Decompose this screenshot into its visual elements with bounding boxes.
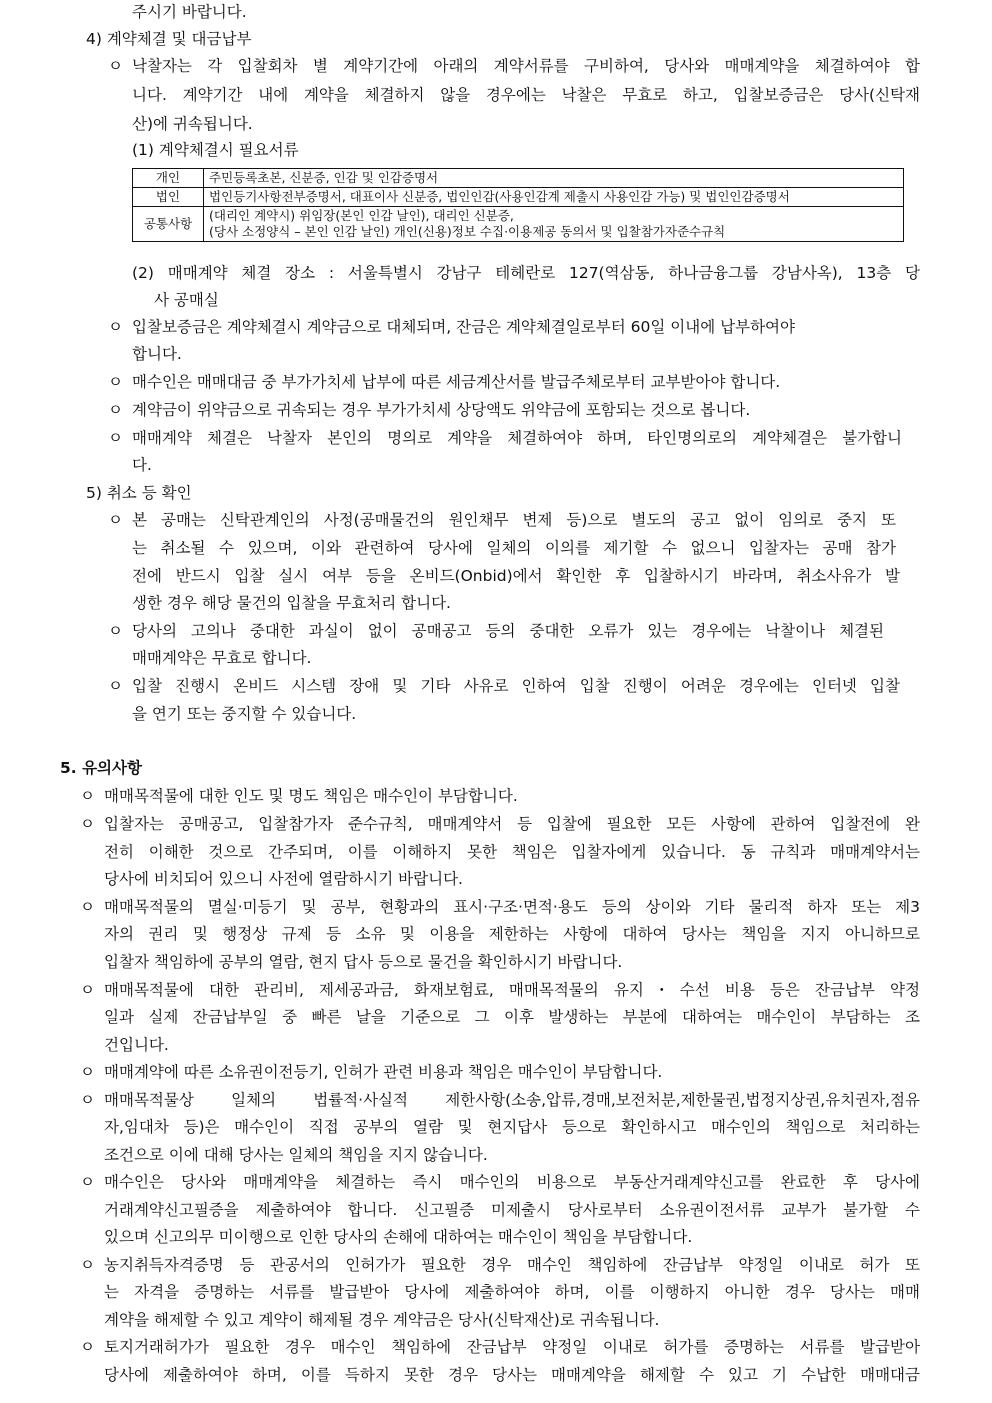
paragraph-line: 전에 반드시 입찰 실시 여부 등을 온비드(Onbid)에서 확인한 후 입찰하시기 바라며, 취소사유가 발 — [132, 567, 900, 585]
bullet-mark: ㅇ — [108, 373, 123, 391]
paragraph-line: (2) 매매계약 체결 장소 : 서울특별시 강남구 테헤란로 127(역삼동, 하나금융그룹 강남사옥), 13층 당 — [132, 264, 920, 282]
paragraph-line: 당사의 고의나 중대한 과실이 없이 공매공고 등의 중대한 오류가 있는 경우에는 낙찰이나 체결된 — [132, 622, 884, 640]
section-heading: 5) 취소 등 확인 — [86, 484, 192, 502]
paragraph-line: 조건으로 이에 대해 당사는 일체의 책임을 지지 않습니다. — [104, 1146, 488, 1164]
table-value-cell — [204, 207, 904, 242]
paragraph-line: 당사에 비치되어 있으니 사전에 열람하시기 바랍니다. — [104, 870, 463, 888]
paragraph-line: 전히 이해한 것으로 간주되며, 이를 이해하지 못한 책임은 입찰자에게 있습니다. 동 규칙과 매매계약서는 — [104, 843, 920, 861]
continuation-text: 주시기 바랍니다. — [132, 3, 247, 21]
paragraph-line: 매매계약 체결은 낙찰자 본인의 명의로 계약을 체결하여야 하며, 타인명의로의 계약체결은 불가합니 — [132, 429, 902, 447]
paragraph-line: 거래계약신고필증을 제출하여야 합니다. 신고필증 미제출시 당사로부터 소유권이전서류 교부가 불가할 수 — [104, 1201, 920, 1219]
paragraph-line: 일과 실제 잔금납부일 중 빠른 날을 기준으로 그 이후 발생하는 부분에 대하여는 매수인이 부담하는 조 — [104, 1008, 920, 1026]
paragraph-line: 사 공매실 — [154, 291, 219, 309]
table-row — [133, 188, 904, 207]
bullet-mark: ㅇ — [80, 1256, 95, 1274]
paragraph-line: 자,임대차 등)은 매수인이 직접 공부의 열람 및 현지답사 등으로 확인하시고 매수인의 책임으로 처리하는 — [104, 1118, 920, 1136]
paragraph-line: 매매계약에 따른 소유권이전등기, 인허가 관련 비용과 책임은 매수인이 부담합니다. — [104, 1063, 663, 1081]
table-row — [133, 169, 904, 188]
section-heading: 5. 유의사항 — [60, 759, 142, 777]
paragraph-line: 농지취득자격증명 등 관공서의 인허가가 필요한 경우 매수인 책임하에 잔금납부 약정일 이내로 허가 또 — [104, 1256, 920, 1274]
paragraph-line: 매수인은 매매대금 중 부가가치세 납부에 따른 세금계산서를 발급주체로부터 교부받아야 합니다. — [132, 373, 781, 391]
table-key-cell: 개인 — [133, 169, 204, 188]
bullet-mark: ㅇ — [108, 511, 123, 529]
paragraph-line: 니다. 계약기간 내에 계약을 체결하지 않을 경우에는 낙찰은 무효로 하고, 입찰보증금은 당사(신탁재 — [132, 86, 920, 104]
paragraph-line: 입찰 진행시 온비드 시스템 장애 및 기타 사유로 인하여 입찰 진행이 어려운 경우에는 인터넷 입찰 — [132, 677, 900, 695]
bullet-mark: ㅇ — [108, 429, 123, 447]
paragraph-line: 는 취소될 수 있으며, 이와 관련하여 당사에 일체의 이의를 제기할 수 없으니 입찰자는 공매 참가 — [132, 539, 896, 557]
paragraph-line: 을 연기 또는 중지할 수 있습니다. — [132, 705, 357, 723]
bullet-mark: ㅇ — [108, 677, 123, 695]
paragraph-line: 산)에 귀속됩니다. — [132, 115, 253, 133]
paragraph-line: 본 공매는 신탁관계인의 사정(공매물건의 원인채무 변제 등)으로 별도의 공고 없이 임의로 중지 또 — [132, 511, 896, 529]
bullet-mark: ㅇ — [80, 1173, 95, 1191]
bullet-mark: ㅇ — [80, 1091, 95, 1109]
table-value-cell: 법인등기사항전부증명서, 대표이사 신분증, 법인인감(사용인감계 제출시 사용인감 가능) 및 법인인감증명서 — [204, 188, 904, 207]
paragraph-line: 당사에 제출하여야 하며, 이를 득하지 못한 경우 당사는 매매계약을 해제할 수 있고 기 수납한 매매대금 — [104, 1366, 920, 1384]
paragraph-line: 계약금이 위약금으로 귀속되는 경우 부가가치세 상당액도 위약금에 포함되는 것으로 봅니다. — [132, 401, 751, 419]
paragraph-line: 매매목적물에 대한 관리비, 제세공과금, 화재보험료, 매매목적물의 유지・수선 비용 등은 잔금납부 약정 — [104, 981, 920, 999]
paragraph-line: 있으며 신고의무 미이행으로 인한 당사의 손해에 대하여는 매수인이 책임을 부담합니다. — [104, 1228, 693, 1246]
paragraph-line: 토지거래허가가 필요한 경우 매수인 책임하에 잔금납부 약정일 이내로 허가를 증명하는 서류를 발급받아 — [104, 1338, 920, 1356]
paragraph-line: 자의 권리 및 행정상 규제 등 소유 및 이용을 제한하는 사항에 대하여 당사는 책임을 지지 아니하므로 — [104, 925, 920, 943]
paragraph-line: 다. — [132, 456, 152, 474]
paragraph-line: 입찰자는 공매공고, 입찰참가자 준수규칙, 매매계약서 등 입찰에 필요한 모든 사항에 관하여 입찰전에 완 — [104, 815, 920, 833]
subheading: (1) 계약체결시 필요서류 — [132, 141, 299, 159]
paragraph-line: 낙찰자는 각 입찰회차 별 계약기간에 아래의 계약서류를 구비하여, 당사와 매매계약을 체결하여야 합 — [132, 57, 920, 75]
bullet-mark: ㅇ — [80, 898, 95, 916]
table-key-cell: 법인 — [133, 188, 204, 207]
bullet-mark: ㅇ — [80, 787, 95, 805]
paragraph-line: 매매목적물에 대한 인도 및 명도 책임은 매수인이 부담합니다. — [104, 787, 518, 805]
bullet-mark: ㅇ — [80, 981, 95, 999]
table-value-cell: 주민등록초본, 신분증, 인감 및 인감증명서 — [204, 169, 904, 188]
required-documents-table — [132, 168, 904, 242]
table-key-cell: 공통사항 — [133, 207, 204, 242]
bullet-mark: ㅇ — [80, 1063, 95, 1081]
paragraph-line: 계약을 해제할 수 있고 계약이 해제될 경우 계약금은 당사(신탁재산)로 귀속됩니다. — [104, 1311, 660, 1329]
paragraph-line: 매매계약은 무효로 합니다. — [132, 649, 312, 667]
bullet-mark: ㅇ — [108, 401, 123, 419]
paragraph-line: 합니다. — [132, 345, 182, 363]
paragraph-line: 입찰보증금은 계약체결시 계약금으로 대체되며, 잔금은 계약체결일로부터 60일 이내에 납부하여야 — [132, 318, 795, 336]
table-value-line: (당사 소정양식 – 본인 인감 날인) 개인(신용)정보 수집·이용제공 동의서 및 입찰참가자준수규칙 — [209, 224, 726, 239]
table-row — [133, 207, 904, 242]
bullet-mark: ㅇ — [108, 318, 123, 336]
paragraph-line: 매매목적물의 멸실·미등기 및 공부, 현황과의 표시·구조·면적·용도 등의 상이와 기타 물리적 하자 또는 제3 — [104, 898, 920, 916]
bullet-mark: ㅇ — [108, 622, 123, 640]
paragraph-line: 는 자격을 증명하는 서류를 발급받아 당사에 제출하여야 하며, 이를 이행하지 아니한 경우 당사는 매매 — [104, 1283, 920, 1301]
paragraph-line: 생한 경우 해당 물건의 입찰을 무효처리 합니다. — [132, 594, 451, 612]
bullet-mark: ㅇ — [80, 1338, 95, 1356]
bullet-mark: ㅇ — [108, 57, 123, 75]
paragraph-line: 매매목적물상 일체의 법률적·사실적 제한사항(소송,압류,경매,보전처분,제한물권,법정지상권,유치권자,점유 — [104, 1091, 920, 1109]
paragraph-line: 매수인은 당사와 매매계약을 체결하는 즉시 매수인의 비용으로 부동산거래계약신고를 완료한 후 당사에 — [104, 1173, 920, 1191]
bullet-mark: ㅇ — [80, 815, 95, 833]
paragraph-line: 건입니다. — [104, 1036, 169, 1054]
section-heading: 4) 계약체결 및 대금납부 — [86, 30, 252, 48]
paragraph-line: 입찰자 책임하에 공부의 열람, 현지 답사 등으로 물건을 확인하시기 바랍니다. — [104, 953, 623, 971]
table-value-line: (대리인 계약시) 위임장(본인 인감 날인), 대리인 신분증, — [209, 208, 514, 223]
